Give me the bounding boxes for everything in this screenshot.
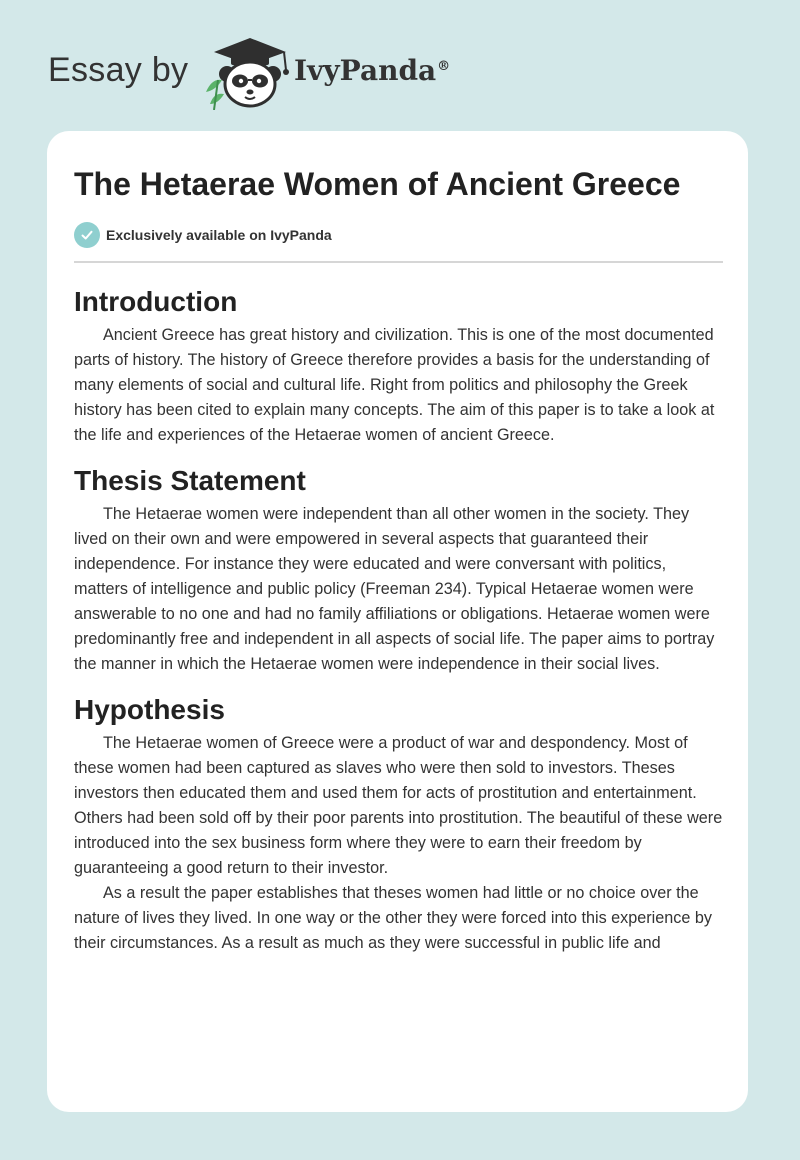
title-divider — [74, 261, 723, 263]
paragraph: As a result the paper establishes that theses women had little or no choice over the nature of lives they lived. In one way or the other they were forced into this experience by their circumstances. As a result as much as they were successful in public life and — [74, 884, 712, 952]
paragraph: Ancient Greece has great history and civilization. This is one of the most documented parts of history. The history of Greece therefore provides a basis for the understanding of many elements of social and cultural life. Right from politics and philosophy the Greek history has been cited to explain many concepts. The aim of this paper is to take a look at the life and experiences of the Hetaerae women of ancient Greece. — [74, 326, 715, 444]
section-heading-introduction: Introduction — [74, 286, 238, 317]
section-heading-hypothesis: Hypothesis — [74, 694, 225, 725]
brand-prefix: Essay by — [48, 51, 189, 89]
article-title: The Hetaerae Women of Ancient Greece — [74, 166, 681, 202]
registered-mark: ® — [437, 58, 451, 74]
panda-graduate-logo-icon — [204, 34, 294, 110]
section-heading-thesis-statement: Thesis Statement — [74, 465, 306, 496]
check-circle-icon — [74, 222, 100, 248]
exclusive-badge — [74, 222, 332, 248]
badge-text: Exclusively available on IvyPanda — [106, 227, 332, 243]
paragraph: The Hetaerae women were independent than all other women in the society. They lived on their own and were empowered in several aspects that guaranteed their independence. For instance they were educated and were conversant with politics, matters of intelligence and public policy (Freeman 234). Typical Hetaerae women were answerable to no one and had no family affiliations or obligations. Hetaerae women were predominantly free and independent in all aspects of social life. The paper aims to portray the manner in which the Hetaerae women were independence in their social lives. — [74, 505, 715, 673]
brand-name-text: IvyPanda — [294, 54, 437, 87]
brand-name — [294, 54, 450, 87]
brand-header — [48, 34, 478, 110]
article-body — [74, 281, 724, 956]
paragraph: The Hetaerae women of Greece were a product of war and despondency. Most of these women had been captured as slaves who were then sold to investors. Theses investors then educated them and used them for acts of prostitution and entertainment. Others had been sold off by their poor parents into prostitution. The beautiful of these were introduced into the sex business form where they were to earn their freedom by guaranteeing a good return to their investor. — [74, 734, 723, 877]
essay-card — [47, 131, 748, 1112]
